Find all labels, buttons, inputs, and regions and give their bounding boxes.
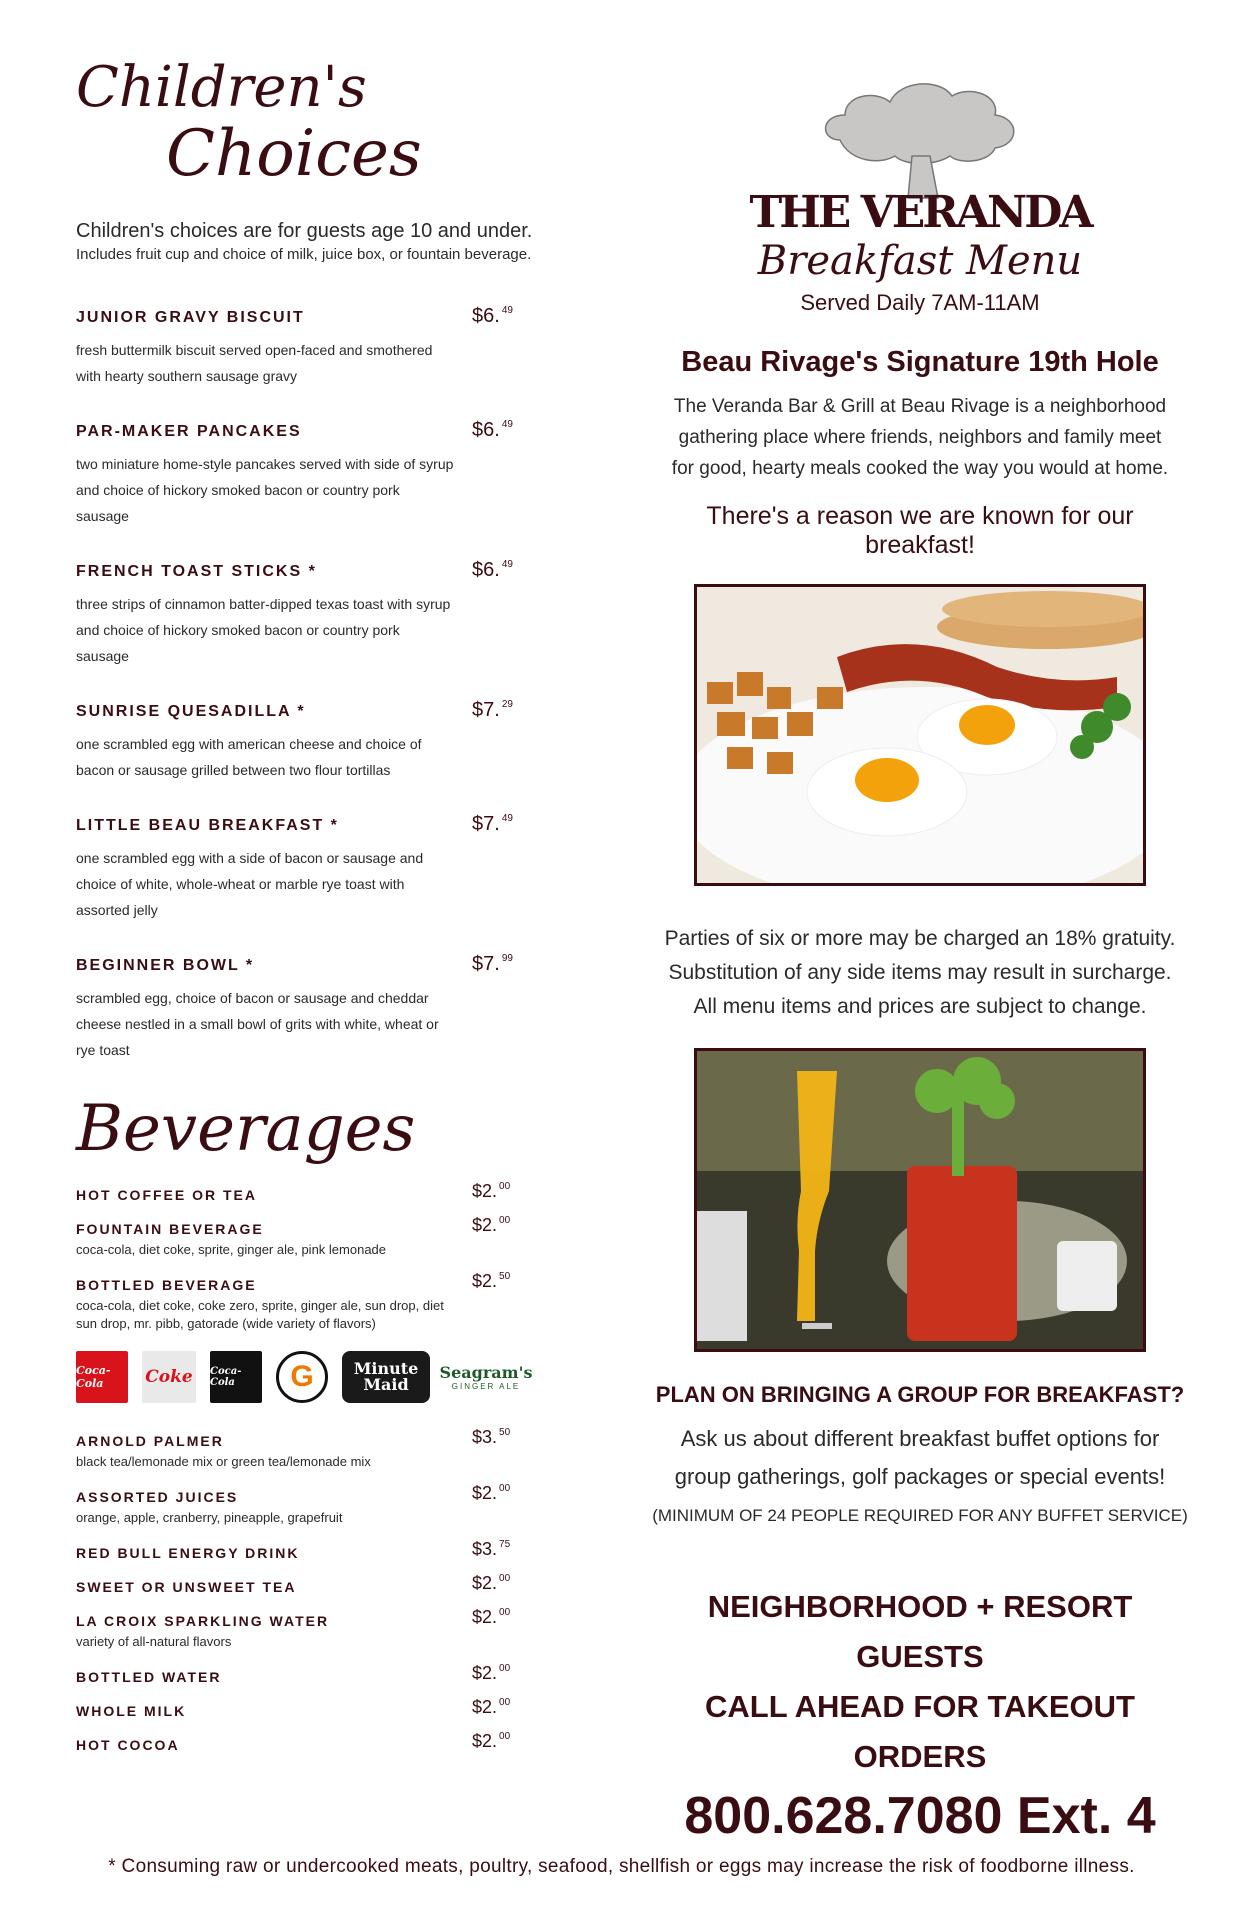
item-description: one scrambled egg with a side of bacon or sausage and choice of white, whole-wheat or marble rye toast with assorted jelly — [76, 850, 424, 918]
item-price: $3. $^{75}$ — [472, 1539, 511, 1559]
item-price: $3. $^{50}$ — [472, 1427, 511, 1447]
item-name: PAR-MAKER PANCAKES — [76, 423, 302, 440]
item-name: WHOLE MILK — [76, 1703, 187, 1719]
signature-heading: Beau Rivage's Signature 19th Hole — [681, 346, 1159, 378]
item-name: JUNIOR GRAVY BISCUIT — [76, 309, 305, 326]
item-price: $2. $^{00}$ — [472, 1215, 511, 1235]
left-column — [76, 55, 566, 1771]
item-description: black tea/lemonade mix or green tea/lemonade mix — [76, 1454, 371, 1469]
item-price: $2. $^{00}$ — [472, 1697, 511, 1717]
group-text: Ask us about different breakfast buffet options for group gatherings, golf packages or special events! — [674, 1426, 1166, 1489]
item-name: LA CROIX SPARKLING WATER — [76, 1613, 330, 1629]
intro-line2: Includes fruit cup and choice of milk, juice box, or fountain beverage. — [76, 246, 532, 263]
takeout-callout: NEIGHBORHOOD + RESORT GUESTS CALL AHEAD FOR TAKEOUT ORDERS — [705, 1589, 1135, 1774]
item-description: coca-cola, diet coke, sprite, ginger ale, pink lemonade — [76, 1242, 387, 1257]
beverage-list-bottom — [76, 1427, 566, 1753]
policy-notes: Parties of six or more may be charged an 18% gratuity. Substitution of any side items may result in surcharge. All menu items and prices are subject to change. — [664, 927, 1176, 1018]
item-price: $2. $^{50}$ — [472, 1271, 511, 1291]
beverage-item — [76, 1539, 566, 1561]
children-intro — [76, 220, 566, 263]
item-price: $2. $^{00}$ — [472, 1483, 511, 1503]
beverage-item — [76, 1215, 566, 1259]
menu-item — [76, 953, 566, 1063]
menu-item — [76, 813, 566, 923]
about-text: The Veranda Bar & Grill at Beau Rivage is a neighborhood gathering place where friends, neighbors and family meet for good, hearty meals cooked the way you would at home. — [671, 396, 1169, 479]
item-name: HOT COCOA — [76, 1737, 180, 1753]
beverage-item — [76, 1731, 566, 1753]
served-hours: Served Daily 7AM-11AM — [800, 290, 1040, 315]
item-price: $7. $^{29}$ — [472, 699, 513, 721]
menu-item — [76, 559, 566, 669]
brand-script-title: Breakfast Menu — [757, 238, 1083, 284]
item-description: variety of all-natural flavors — [76, 1634, 232, 1649]
item-name: LITTLE BEAU BREAKFAST * — [76, 817, 339, 834]
tree-logo-icon — [800, 70, 1040, 200]
item-description: orange, apple, cranberry, pineapple, grapefruit — [76, 1510, 343, 1525]
item-name: SUNRISE QUESADILLA * — [76, 703, 306, 720]
phone-number: 800.628.7080 Ext. 4 — [684, 1787, 1156, 1845]
minute-maid-logo: Minute Maid — [342, 1351, 430, 1403]
group-heading: PLAN ON BRINGING A GROUP FOR BREAKFAST? — [655, 1382, 1185, 1407]
item-description: scrambled egg, choice of bacon or sausage and cheddar cheese nestled in a small bowl of grits with white, wheat or rye toast — [76, 990, 439, 1058]
beverage-item — [76, 1697, 566, 1719]
menu-item — [76, 419, 566, 529]
reason-tagline: There's a reason we are known for our breakfast! — [706, 502, 1134, 559]
beverages-title: Beverages — [76, 1092, 416, 1166]
item-price: $6. $^{49}$ — [472, 559, 513, 581]
seagrams-logo: Seagram's GINGER ALE — [444, 1351, 528, 1403]
brand-name: THE VERANDA — [749, 187, 1091, 238]
item-price: $2. $^{00}$ — [472, 1663, 511, 1683]
beverage-item — [76, 1271, 566, 1333]
item-price: $2. $^{00}$ — [472, 1731, 511, 1751]
coca-cola-logo: Coca-Cola — [76, 1351, 128, 1403]
item-name: ASSORTED JUICES — [76, 1489, 239, 1505]
item-name: BEGINNER BOWL * — [76, 957, 255, 974]
beverage-item — [76, 1663, 566, 1685]
intro-line1: Children's choices are for guests age 10 and under. — [76, 220, 533, 242]
item-price: $7. $^{99}$ — [472, 953, 513, 975]
item-description: fresh buttermilk biscuit served open-faced and smothered with hearty southern sausage gravy — [76, 342, 433, 384]
item-price: $7. $^{49}$ — [472, 813, 513, 835]
children-menu-list — [76, 305, 566, 1063]
right-column — [650, 70, 1190, 1846]
beverages-photo — [694, 1048, 1146, 1352]
item-description: two miniature home-style pancakes served with side of syrup and choice of hickory smoked bacon or country pork sausage — [76, 456, 454, 524]
coke-zero-logo: Coca-Cola — [210, 1351, 262, 1403]
beverage-item — [76, 1427, 566, 1471]
children-title-line2: Choices — [166, 117, 422, 191]
item-description: three strips of cinnamon batter-dipped texas toast with syrup and choice of hickory smoked bacon or country pork sausage — [76, 596, 451, 664]
beverage-item — [76, 1573, 566, 1595]
item-name: FOUNTAIN BEVERAGE — [76, 1221, 264, 1237]
children-title-line1: Children's — [76, 55, 367, 120]
item-price: $6. $^{49}$ — [472, 419, 513, 441]
item-name: ARNOLD PALMER — [76, 1433, 224, 1449]
item-price: $6. $^{49}$ — [472, 305, 513, 327]
item-name: FRENCH TOAST STICKS * — [76, 563, 317, 580]
item-name: BOTTLED BEVERAGE — [76, 1277, 257, 1293]
item-name: HOT COFFEE OR TEA — [76, 1187, 257, 1203]
food-safety-disclaimer: * Consuming raw or undercooked meats, poultry, seafood, shellfish or eggs may increase the risk of foodborne illness. — [108, 1856, 1135, 1877]
beverage-item — [76, 1483, 566, 1527]
beverage-item — [76, 1181, 566, 1203]
menu-item — [76, 699, 566, 783]
item-price: $2. $^{00}$ — [472, 1607, 511, 1627]
item-description: one scrambled egg with american cheese and choice of bacon or sausage grilled between two flour tortillas — [76, 736, 422, 778]
breakfast-photo — [694, 584, 1146, 886]
menu-item — [76, 305, 566, 389]
diet-coke-logo: Coke — [142, 1351, 196, 1403]
beverage-list-top — [76, 1181, 566, 1333]
item-price: $2. $^{00}$ — [472, 1573, 511, 1593]
item-name: BOTTLED WATER — [76, 1669, 222, 1685]
buffet-minimum-note: (MINIMUM OF 24 PEOPLE REQUIRED FOR ANY BUFFET SERVICE) — [652, 1506, 1188, 1525]
beverage-brand-logos — [76, 1351, 566, 1403]
item-name: RED BULL ENERGY DRINK — [76, 1545, 300, 1561]
item-price: $2. $^{00}$ — [472, 1181, 511, 1201]
beverage-item — [76, 1607, 566, 1651]
gatorade-logo: G — [276, 1351, 328, 1403]
item-description: coca-cola, diet coke, coke zero, sprite, ginger ale, sun drop, diet sun drop, mr. pibb, gatorade (wide variety of flavors) — [76, 1298, 444, 1331]
item-name: SWEET OR UNSWEET TEA — [76, 1579, 297, 1595]
